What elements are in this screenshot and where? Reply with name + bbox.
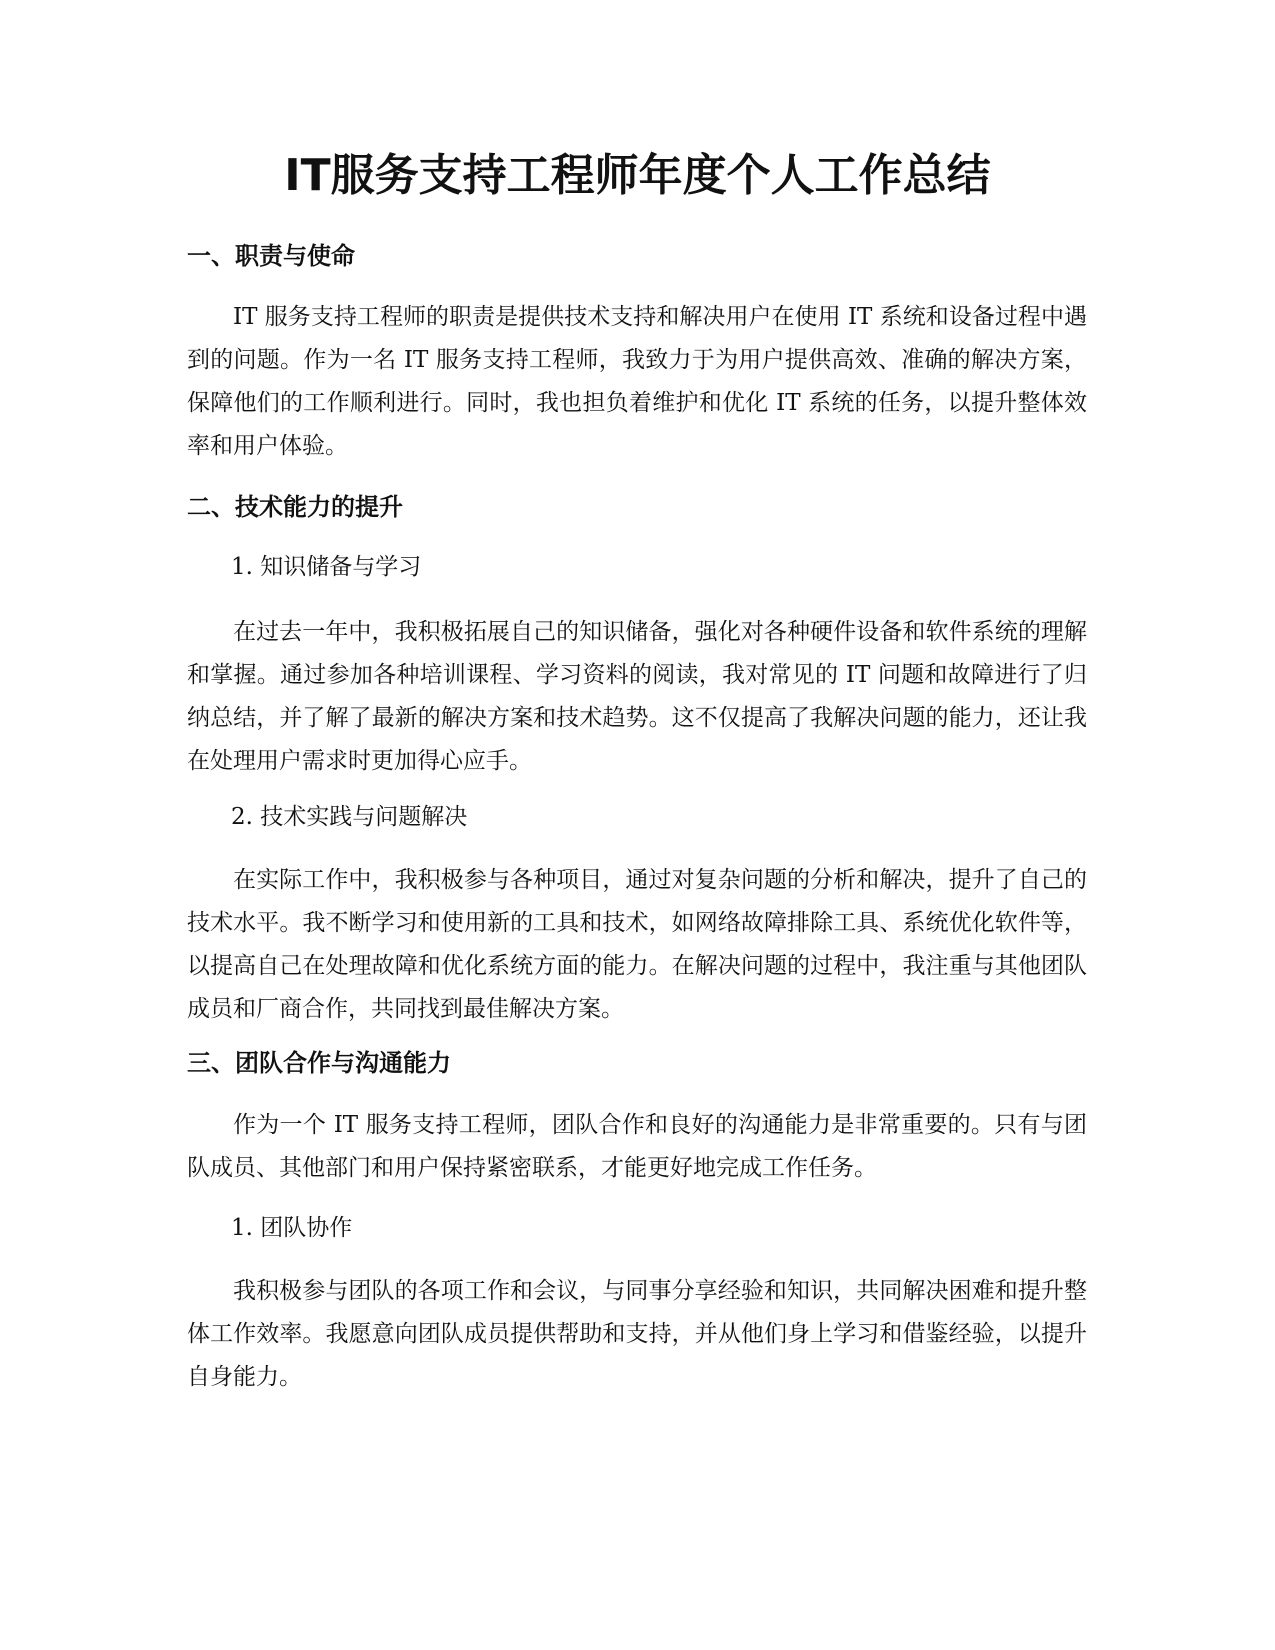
section-heading-teamwork: 三、团队合作与沟通能力 [187, 1049, 451, 1077]
subheading-team-collaboration: 1. 团队协作 [231, 1215, 353, 1241]
section-heading-responsibilities: 一、职责与使命 [187, 242, 355, 270]
paragraph-knowledge-learning: 在过去一年中，我积极拓展自己的知识储备，强化对各种硬件设备和软件系统的理解和掌握。通过参加各种培训课程、学习资料的阅读，我对常见的 IT 问题和故障进行了归纳总结，并了解了最新的解决方案和技术趋势。这不仅提高了我解决问题的能力，还让我在处理用户需求时更加得心应手。 [187, 619, 1087, 774]
subheading-knowledge-learning: 1. 知识储备与学习 [231, 554, 422, 580]
section-heading-technical-skills: 二、技术能力的提升 [187, 493, 403, 521]
paragraph-practice-problem-solving: 在实际工作中，我积极参与各种项目，通过对复杂问题的分析和解决，提升了自己的技术水平。我不断学习和使用新的工具和技术，如网络故障排除工具、系统优化软件等，以提高自己在处理故障和优化系统方面的能力。在解决问题的过程中，我注重与其他团队成员和厂商合作，共同找到最佳解决方案。 [187, 867, 1087, 1022]
subheading-practice-problem-solving: 2. 技术实践与问题解决 [231, 804, 468, 830]
document-title: IT服务支持工程师年度个人工作总结 [284, 150, 991, 201]
section-paragraph-responsibilities: IT 服务支持工程师的职责是提供技术支持和解决用户在使用 IT 系统和设备过程中遇到的问题。作为一名 IT 服务支持工程师，我致力于为用户提供高效、准确的解决方案，保障他们的工作顺利进行。同时，我也担负着维护和优化 IT 系统的任务，以提升整体效率和用户体验。 [187, 304, 1087, 459]
section-paragraph-teamwork: 作为一个 IT 服务支持工程师，团队合作和良好的沟通能力是非常重要的。只有与团队成员、其他部门和用户保持紧密联系，才能更好地完成工作任务。 [187, 1112, 1087, 1181]
paragraph-team-collaboration: 我积极参与团队的各项工作和会议，与同事分享经验和知识，共同解决困难和提升整体工作效率。我愿意向团队成员提供帮助和支持，并从他们身上学习和借鉴经验，以提升自身能力。 [187, 1278, 1087, 1390]
